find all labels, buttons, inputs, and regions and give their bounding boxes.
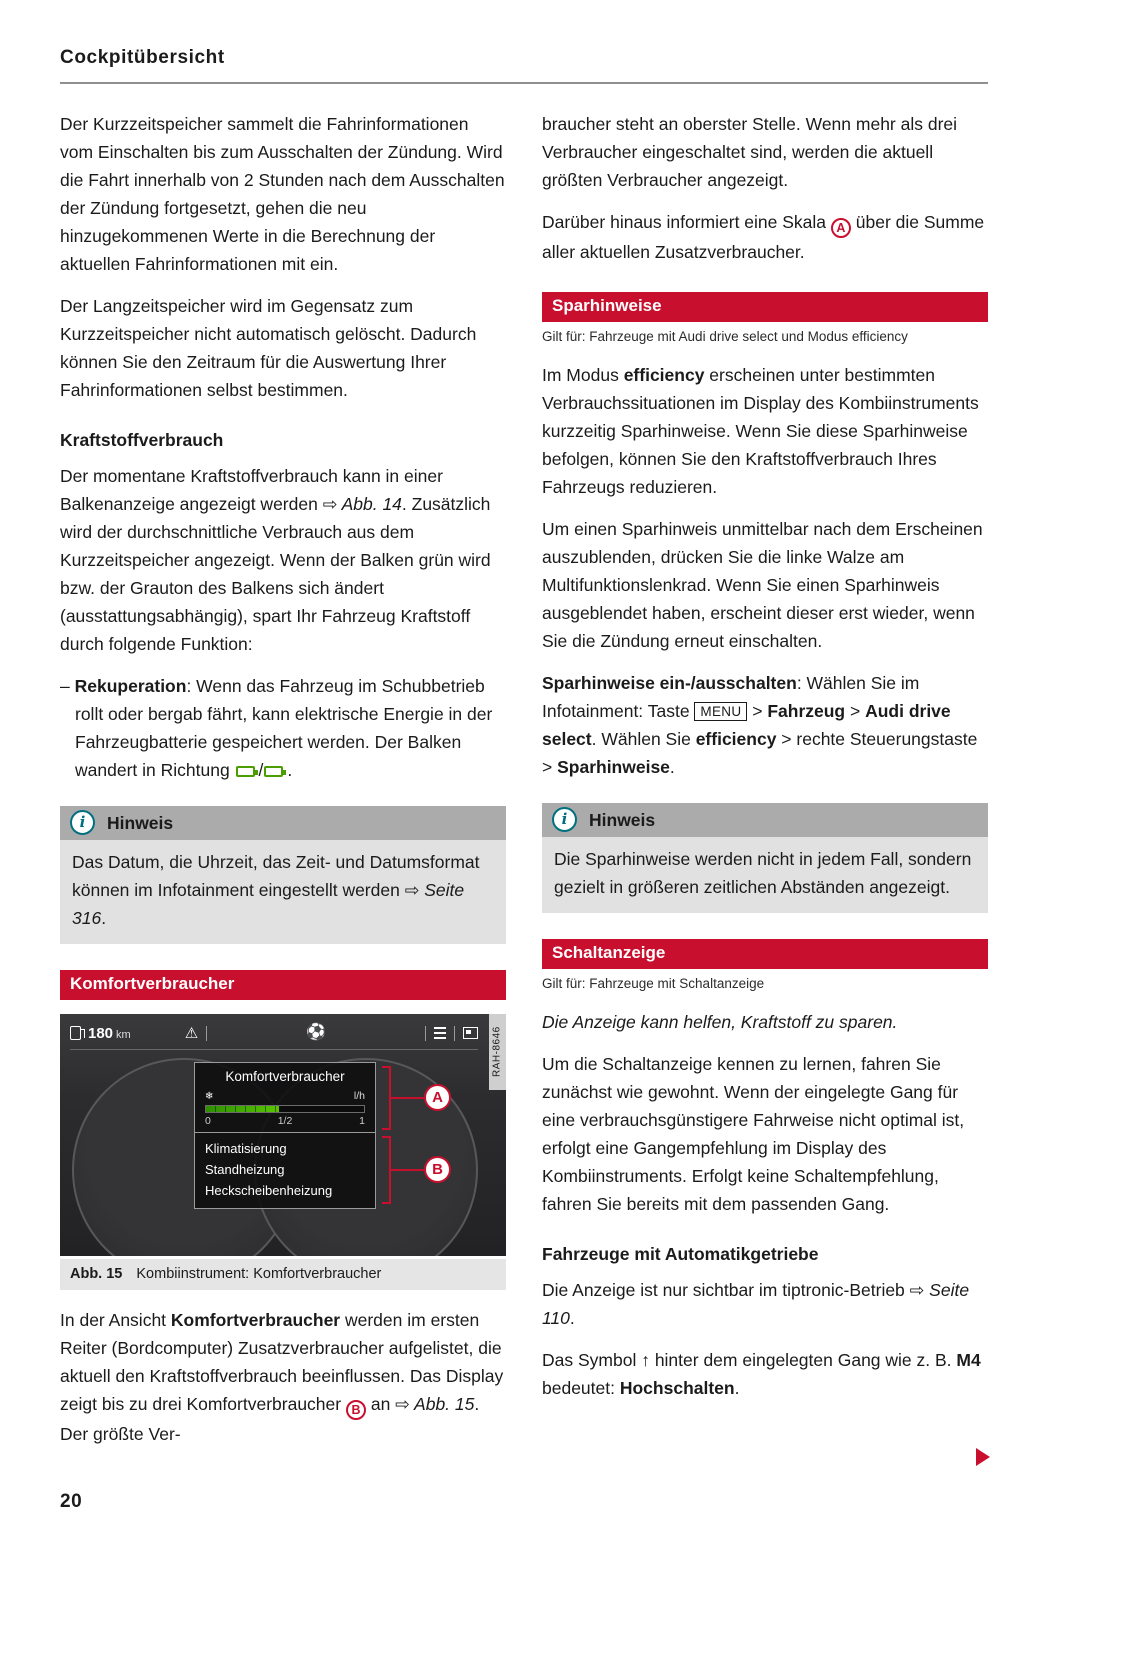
fuel-range-unit: km <box>116 1028 131 1041</box>
para-skala: Darüber hinaus informiert eine Skala A über die Summe aller aktuellen Zusatzverbraucher. <box>542 211 985 262</box>
gauge-track <box>205 1105 365 1113</box>
consumer-list <box>195 1132 375 1208</box>
header-rule <box>60 82 988 84</box>
fuel-range <box>88 1018 131 1049</box>
consumer-item: Standheizung <box>205 1161 285 1177</box>
figure-caption-label: Abb. 15 <box>70 1265 123 1282</box>
section-bar-schaltanzeige: Schaltanzeige <box>542 939 988 969</box>
media-icon <box>463 1027 478 1039</box>
gauge-unit: l/h <box>353 1089 365 1102</box>
gauge-bar <box>206 1106 279 1112</box>
heading-automatikgetriebe: Fahrzeuge mit Automatikgetriebe <box>542 1243 819 1264</box>
para-kurzzeitspeicher: Der Kurzzeitspeicher sammelt die Fahrinformationen vom Einschalten bis zum Ausschalten der Zündung. Wird die Fahrt innerhalb von 2 Stunden nach dem Ausschalten der Zündung fortgesetzt, gehen die neu hinzugekommenen Werte in die Berechnung der aktuellen Fahrinformationen mit ein. <box>60 113 505 274</box>
playlist-icon <box>434 1027 446 1039</box>
consumer-item: Klimatisierung <box>205 1140 287 1156</box>
page-title: Cockpitübersicht <box>60 47 225 68</box>
para-hochschalten: Das Symbol ↑ hinter dem eingelegten Gang wie z. B. M4 bedeutet: Hochschalten. <box>542 1349 981 1398</box>
note-title: Hinweis <box>589 809 656 830</box>
statusbar-divider <box>454 1026 455 1041</box>
para-langzeitspeicher: Der Langzeitspeicher wird im Gegensatz zum Kurzzeitspeicher nicht automatisch gelöscht. Dadurch können Sie den Zeitraum für die Auswertung Ihrer Fahrinformationen selbst bestimmen. <box>60 295 477 400</box>
para-sparhinweise-einschalten: Sparhinweise ein-/ausschalten: Wählen Sie im Infotainment: Taste MENU > Fahrzeug > Audi drive select. Wählen Sie efficiency > rechte Steuerungstaste > Sparhinweise. <box>542 672 978 777</box>
note-title: Hinweis <box>107 812 174 833</box>
panel-title: Komfortverbraucher <box>225 1068 345 1084</box>
page-header <box>60 44 988 84</box>
soccer-ball-icon: ⚽ <box>306 1024 327 1041</box>
scale-tick: 1 <box>359 1114 365 1127</box>
page-number: 20 <box>60 1491 83 1512</box>
scope-schaltanzeige: Gilt für: Fahrzeuge mit Schaltanzeige <box>542 975 765 991</box>
para-sparhinweis-ausblenden: Um einen Sparhinweis unmittelbar nach dem Erscheinen auszublenden, drücken Sie die linke Walze am Multifunktionslenkrad. Wenn Sie einen Sparhinweis ausgeblendet haben, erscheint dieser erst wieder, wenn Sie die Zündung erneut einschalten. <box>542 518 983 651</box>
para-modus-efficiency: Im Modus efficiency erscheinen unter bestimmten Verbrauchssituationen im Display des Kombiinstruments kurzzeitig Sparhinweise. Wenn Sie diese Sparhinweise befolgen, können Sie den Kraftstoffverbrauch Ihres Fahrzeugs reduzieren. <box>542 364 979 497</box>
statusbar-divider <box>425 1026 426 1041</box>
section-bar-sparhinweise: Sparhinweise <box>542 292 988 322</box>
gauge-scale <box>205 1114 365 1128</box>
para-anzeige-helfen: Die Anzeige kann helfen, Kraftstoff zu sparen. <box>542 1011 898 1032</box>
consumer-item: Heckscheibenheizung <box>205 1182 333 1198</box>
climate-icon: ❄ <box>205 1090 214 1102</box>
note-body: Das Datum, die Uhrzeit, das Zeit- und Datumsformat können im Infotainment eingestellt werden ⇨ Seite 316. <box>60 840 506 944</box>
komfortverbraucher-panel <box>194 1062 376 1209</box>
left-column <box>60 110 506 1462</box>
note-header <box>60 806 506 840</box>
cluster-statusbar <box>70 1018 478 1050</box>
warning-triangle-icon: ⚠ <box>184 1024 199 1042</box>
para-tiptronic: Die Anzeige ist nur sichtbar im tiptronic-Betrieb ⇨ Seite 110. <box>542 1279 970 1328</box>
para-kraftstoffverbrauch: Der momentane Kraftstoffverbrauch kann in einer Balkenanzeige angezeigt werden ⇨ Abb. 14. Zusätzlich wird der durchschnittliche Verbrauch aus dem Kurzzeitspeicher angezeigt. Wenn der Balken grün wird bzw. der Grauton des Balkens sich ändert (ausstattungsabhängig), spart Ihr Fahrzeug Kraftstoff durch folgende Funktion: <box>60 465 491 654</box>
fuel-pump-icon <box>70 1026 81 1040</box>
figure-code: RAH-8646 <box>489 1014 506 1090</box>
para-komfortverbraucher-ansicht: In der Ansicht Komfortverbraucher werden im ersten Reiter (Bordcomputer) Zusatzverbraucher aufgelistet, die aktuell den Kraftstoffverbrauch beeinflussen. Das Display zeigt bis zu drei Komfortverbraucher B an ⇨ Abb. 15. Der größte Ver- <box>60 1309 504 1444</box>
cluster-figure <box>60 1014 506 1256</box>
note-body: Die Sparhinweise werden nicht in jedem Fall, sondern gezielt in größeren zeitlichen Abständen angezeigt. <box>542 837 988 913</box>
info-icon: i <box>70 810 95 835</box>
two-column-layout <box>60 110 988 1462</box>
scale-tick: 0 <box>205 1114 211 1127</box>
page-content <box>60 44 988 1462</box>
callout-b: B <box>424 1156 451 1183</box>
scale-tick: 1/2 <box>277 1114 293 1127</box>
figure-caption <box>60 1259 506 1290</box>
para-schaltanzeige-kennenlernen: Um die Schaltanzeige kennen zu lernen, fahren Sie zunächst wie gewohnt. Wenn der eingelegte Gang für eine verbrauchsgünstigere Fahrweise nicht optimal ist, erfolgt eine Gangempfehlung im Display des Kombiinstruments. Erfolgt keine Schaltempfehlung, fahren Sie bereits mit dem passenden Gang. <box>542 1053 965 1214</box>
heading-kraftstoffverbrauch: Kraftstoffverbrauch <box>60 429 224 450</box>
note-box-datum <box>60 806 506 944</box>
callout-bracket-b <box>382 1136 391 1204</box>
note-header <box>542 803 988 837</box>
callout-a: A <box>424 1084 451 1111</box>
fuel-range-value: 180 <box>88 1024 114 1042</box>
note-box-sparhinweise <box>542 803 988 913</box>
info-icon: i <box>552 807 577 832</box>
next-page-arrow-icon <box>976 1448 990 1466</box>
scope-sparhinweise: Gilt für: Fahrzeuge mit Audi drive select und Modus efficiency <box>542 328 908 344</box>
bullet-rekuperation: – Rekuperation: Wenn das Fahrzeug im Schubbetrieb rollt oder bergab fährt, kann elektrische Energie in der Fahrzeugbatterie gespeichert werden. Der Balken wandert in Richtung / . <box>60 675 493 780</box>
right-column <box>542 110 988 1462</box>
para-verbraucher-fortsetzung: braucher steht an oberster Stelle. Wenn mehr als drei Verbraucher eingeschaltet sind, werden die aktuell größten Verbraucher angezeigt. <box>542 113 958 190</box>
statusbar-divider <box>206 1026 207 1041</box>
consumption-gauge <box>195 1089 375 1132</box>
section-bar-komfortverbraucher: Komfortverbraucher <box>60 970 506 1000</box>
callout-bracket-a <box>382 1066 391 1130</box>
figure-caption-text: Kombiinstrument: Komfortverbraucher <box>136 1265 382 1282</box>
